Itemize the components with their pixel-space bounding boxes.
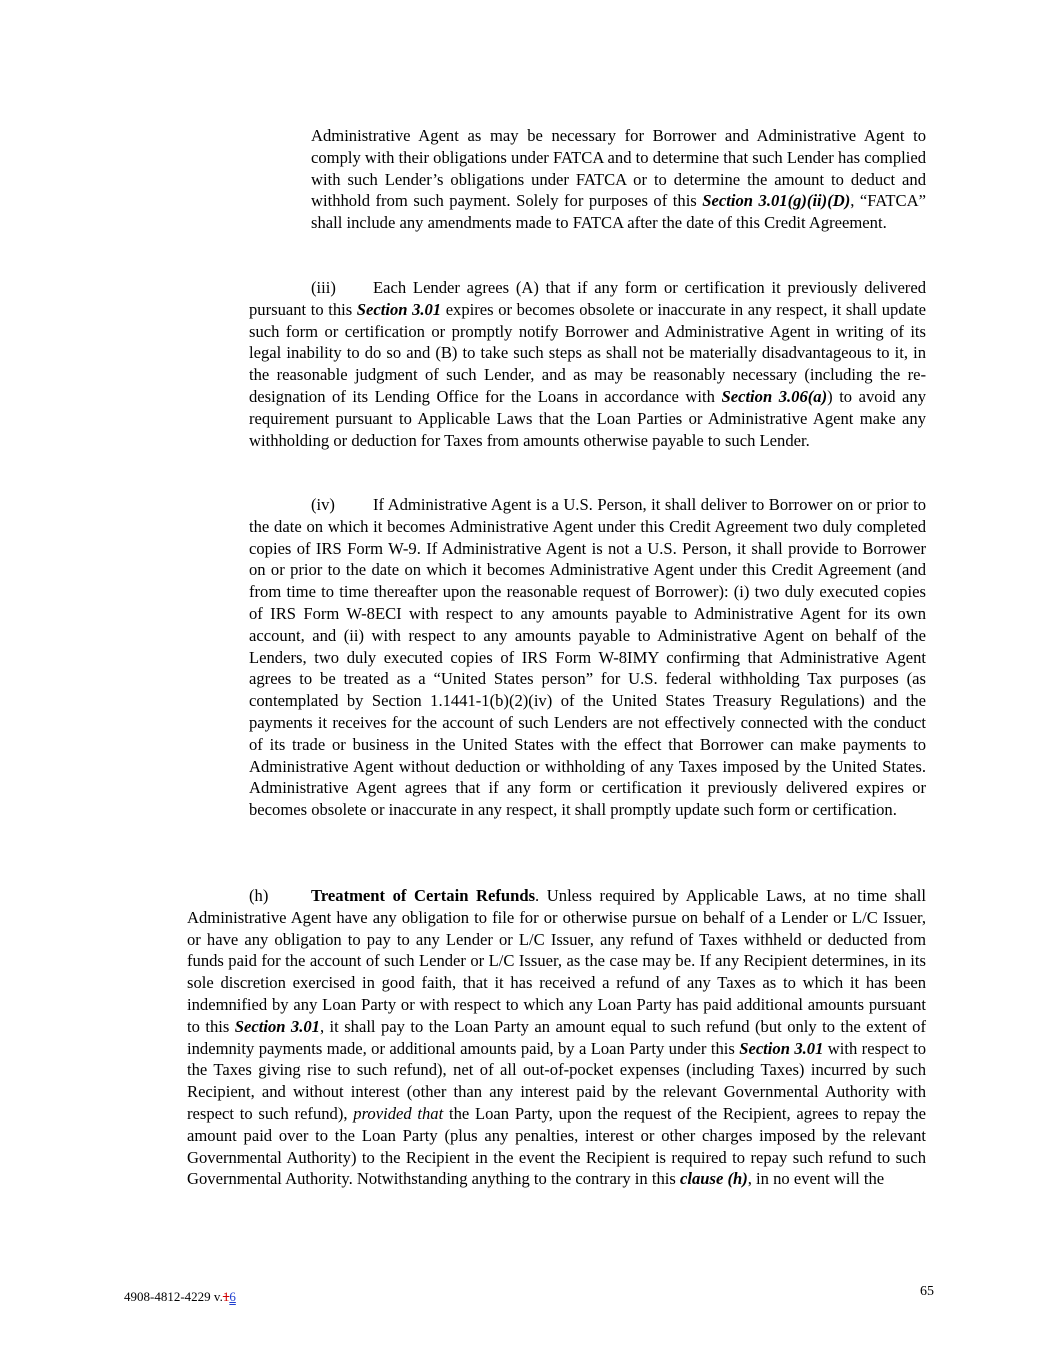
paragraph-heading: Treatment of Certain Refunds [311,886,536,905]
section-reference: Section 3.01 [739,1038,824,1058]
paragraph-text: Each Lender agrees (A) that if any form or certification it previously delivered pursuant to this [249,278,926,319]
paragraph-iii [249,277,926,451]
paragraph-iv [249,494,926,821]
paragraph-text: expires or becomes obsolete or inaccurate in any respect, it shall update such form or certification or promptly notify Borrower and Administrative Agent in writing of its legal inability to do so and (B) to take such steps as shall not be materially disadvantageous to it, in the reasonable judgment of such Lender, and as may be reasonably necessary (including the re-designation of its Lending Office for the Loans in accordance with [249,299,926,406]
paragraph-label: (iv) [311,495,335,514]
document-id: 4908-4812-4229 v. [124,1289,223,1304]
document-id-footer [124,1289,236,1305]
italic-term: provided that [353,1103,444,1123]
paragraph-text: , it shall pay to the Loan Party an amount equal to such refund (but only to the extent of indemnity payments made, or additional amounts paid, by a Loan Party under this [187,1016,926,1058]
paragraph-text: Administrative Agent as may be necessary for Borrower and Administrative Agent to comply with their obligations under FATCA and to determine that such Lender has complied with such Lender’s obligations under FATCA or to determine the amount to deduct and withhold from such payment. Solely for purposes of this [311,126,926,211]
paragraph-text: ) to avoid any requirement pursuant to Applicable Laws that the Loan Parties or Administrative Agent make any withholding or deduction for Taxes from amounts otherwise payable to such Lender. [249,386,926,450]
section-reference: Section 3.01(g)(ii)(D) [702,191,851,211]
section-reference: Section 3.01 [234,1016,320,1036]
deleted-version: 1 [222,1289,230,1304]
paragraph-text: . Unless required by Applicable Laws, at no time shall Administrative Agent have any obligation to file for or otherwise pursue on behalf of a Lender or L/C Issuer, or have any obligation to pay to any Lender or L/C Issuer, any refund of Taxes withheld or deducted from funds paid for the account of such Lender or L/C Issuer, as the case may be. If any Recipient determines, in its sole discretion exercised in good faith, that it has received a refund of any Taxes as to which it has been indemnified by any Loan Party or with respect to which any Loan Party has paid additional amounts pursuant to this [187,886,926,1036]
page-number: 65 [920,1284,934,1299]
paragraph-label: (iii) [311,278,336,297]
section-reference: Section 3.06(a) [721,386,828,406]
clause-reference: clause (h) [679,1169,748,1189]
paragraph-text: , in no event will the [747,1169,885,1189]
paragraph-text: , “FATCA” shall include any amendments made to FATCA after the date of this Credit Agreement. [311,191,926,233]
paragraph-h [187,885,926,1190]
paragraph-text: the Loan Party, upon the request of the Recipient, agrees to repay the amount paid over to the Loan Party (plus any penalties, interest or other charges imposed by the relevant Governmental Authority) to the Recipient in the event the Recipient is required to repay such refund to such Governmental Authority. Notwithstanding anything to the contrary in this [187,1103,926,1189]
inserted-version: 6 [229,1289,236,1304]
paragraph-text: If Administrative Agent is a U.S. Person, it shall deliver to Borrower on or prior to the date on which it becomes Administrative Agent under this Credit Agreement two duly completed copies of IRS Form W-9. If Administrative Agent is not a U.S. Person, it shall provide to Borrower on or prior to the date on which it becomes Administrative Agent under this Credit Agreement (and from time to time thereafter upon the reasonable request of Borrower): (i) two duly executed copies of IRS Form W-8ECI with respect to any amounts payable to Administrative Agent for its own account, and (ii) with respect to any amounts payable to Administrative Agent on behalf of the Lenders, two duly executed copies of IRS Form W-8IMY confirming that Administrative Agent agrees to be treated as a “United States person” for U.S. federal withholding Tax purposes (as contemplated by Section 1.1441-1(b)(2)(iv) of the United States Treasury Regulations) and the payments it receives for the account of such Lenders are not effectively connected with the conduct of its trade or business in the United States with the effect that Borrower can make payments to Administrative Agent without deduction or withholding of any Taxes imposed by the United States. Administrative Agent agrees that if any form or certification it previously delivered expires or becomes obsolete or inaccurate in any respect, it shall promptly update such form or certification. [249,495,926,820]
paragraph-text: with respect to the Taxes giving rise to such refund), net of all out-of-pocket expenses (including Taxes) incurred by such Recipient, and without interest (other than any interest paid by the relevant Governmental Authority with respect to such refund), [187,1038,926,1123]
paragraph-label: (h) [249,886,269,905]
paragraph-g-ii-d-continuation [311,125,926,234]
section-reference: Section 3.01 [356,299,442,319]
